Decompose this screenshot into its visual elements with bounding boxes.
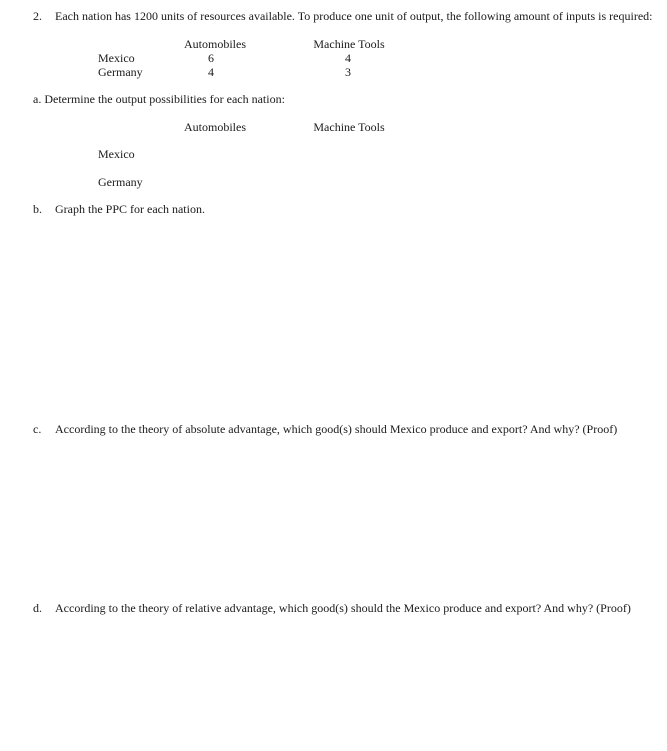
output-header-machine-tools: Machine Tools xyxy=(313,120,385,134)
germany-machine-tools-input: 3 xyxy=(345,65,351,79)
part-b-marker: b. xyxy=(33,202,42,216)
part-c-text: According to the theory of absolute advantage, which good(s) should Mexico produce and export? And why? (Proof) xyxy=(55,422,618,436)
part-c-marker: c. xyxy=(33,422,42,436)
header-machine-tools: Machine Tools xyxy=(313,37,385,51)
mexico-machine-tools-input: 4 xyxy=(345,51,351,65)
part-d-marker: d. xyxy=(33,601,42,615)
part-a-text: a. Determine the output possibilities for each nation: xyxy=(33,92,285,106)
row-label-germany: Germany xyxy=(98,65,143,79)
header-automobiles: Automobiles xyxy=(184,37,246,51)
question-text: Each nation has 1200 units of resources available. To produce one unit of output, the following amount of inputs is required: xyxy=(55,9,653,23)
part-d-text: According to the theory of relative advantage, which good(s) should the Mexico produce and export? And why? (Proof) xyxy=(55,601,631,615)
part-b-text: Graph the PPC for each nation. xyxy=(55,202,205,216)
output-header-automobiles: Automobiles xyxy=(184,120,246,134)
output-row-mexico: Mexico xyxy=(98,147,135,161)
row-label-mexico: Mexico xyxy=(98,51,135,65)
mexico-automobiles-input: 6 xyxy=(208,51,214,65)
output-row-germany: Germany xyxy=(98,175,143,189)
germany-automobiles-input: 4 xyxy=(208,65,214,79)
question-number: 2. xyxy=(33,9,42,23)
